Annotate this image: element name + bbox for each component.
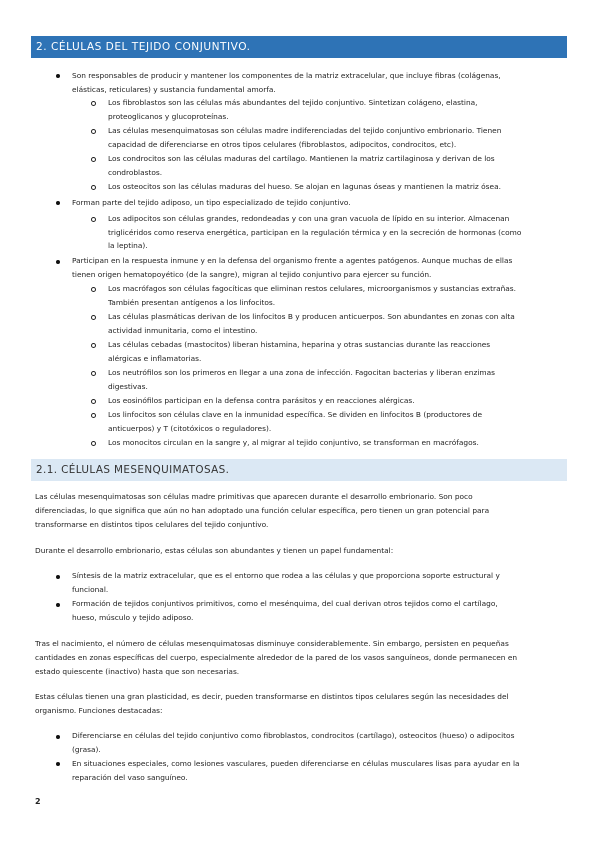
bullet-level2 [91, 101, 96, 106]
bullet-level1 [56, 201, 60, 205]
text-line: Los neutrófilos son los primeros en llegar a una zona de infección. Fagocitan bacterias y liberan enzimas [108, 368, 495, 377]
text-line: Son responsables de producir y mantener los componentes de la matriz extracelular, que incluye fibras (colágenas, [72, 71, 501, 80]
text-line: funcional. [72, 585, 109, 594]
text-line: Las células mesenquimatosas son células madre primitivas que aparecen durante el desarrollo embrionario. Son poco [35, 492, 473, 501]
text-line: alérgicas e inflamatorias. [108, 354, 202, 363]
text-line: triglicéridos como reserva energética, participan en la regulación térmica y en la secreción de hormonas (como [108, 228, 522, 237]
bullet-level2 [91, 371, 96, 376]
text-line: Estas células tienen una gran plasticidad, es decir, pueden transformarse en distintos tipos celulares según las necesidades del [35, 692, 509, 701]
text-line: En situaciones especiales, como lesiones vasculares, pueden diferenciarse en células musculares lisas para ayudar en la [72, 759, 520, 768]
text-line: Durante el desarrollo embrionario, estas células son abundantes y tienen un papel fundamental: [35, 546, 394, 555]
bullet-level2 [91, 343, 96, 348]
subsection-heading: 2.1. CÉLULAS MESENQUIMATOSAS. [31, 459, 567, 481]
text-line: organismo. Funciones destacadas: [35, 706, 163, 715]
text-line: Diferenciarse en células del tejido conjuntivo como fibroblastos, condrocitos (cartílago), osteocitos (hueso) o adipocitos [72, 731, 515, 740]
text-line: Los macrófagos son células fagocíticas que eliminan restos celulares, microorganismos y sustancias extrañas. [108, 284, 517, 293]
text-line: capacidad de diferenciarse en otros tipos celulares (fibroblastos, adipocitos, condrocitos, etc). [108, 140, 457, 149]
text-line: Los osteocitos son las células maduras del hueso. Se alojan en lagunas óseas y mantienen la matriz ósea. [108, 182, 501, 191]
text-line: Las células cebadas (mastocitos) liberan histamina, heparina y otras sustancias durante las reacciones [108, 340, 491, 349]
text-line: estado quiescente (inactivo) hasta que son necesarias. [35, 667, 240, 676]
text-line: Tras el nacimiento, el número de células mesenquimatosas disminuye considerablemente. Sin embargo, persisten en pequeñas [35, 639, 509, 648]
bullet-level2 [91, 399, 96, 404]
page-number: 2 [35, 797, 41, 806]
text-line: Participan en la respuesta inmune y en la defensa del organismo frente a agentes patógenos. Aunque muchas de ellas [72, 256, 513, 265]
text-line: Las células mesenquimatosas son células madre indiferenciadas del tejido conjuntivo embrionario. Tienen [108, 126, 502, 135]
bullet-level1 [56, 260, 60, 264]
text-line: proteoglicanos y glucoproteínas. [108, 112, 229, 121]
text-line: actividad inmunitaria, como el intestino. [108, 326, 258, 335]
bullet-level2 [91, 441, 96, 446]
text-line: Formación de tejidos conjuntivos primitivos, como el mesénquima, del cual derivan otros tejidos como el cartílago, [72, 599, 498, 608]
text-line: Los eosinófilos participan en la defensa contra parásitos y en reacciones alérgicas. [108, 396, 415, 405]
text-line: digestivas. [108, 382, 148, 391]
bullet-level2 [91, 413, 96, 418]
text-line: elásticas, reticulares) y sustancia fundamental amorfa. [72, 85, 276, 94]
bullet-level2 [91, 217, 96, 222]
text-line: Los monocitos circulan en la sangre y, al migrar al tejido conjuntivo, se transforman en macrófagos. [108, 438, 479, 447]
text-line: (grasa). [72, 745, 101, 754]
text-line: condroblastos. [108, 168, 163, 177]
text-line: Los adipocitos son células grandes, redondeadas y con una gran vacuola de lípido en su interior. Almacenan [108, 214, 510, 223]
text-line: Los fibroblastos son las células más abundantes del tejido conjuntivo. Sintetizan colágeno, elastina, [108, 98, 478, 107]
bullet-level2 [91, 129, 96, 134]
section-heading: 2. CÉLULAS DEL TEJIDO CONJUNTIVO. [31, 36, 567, 58]
text-line: Las células plasmáticas derivan de los linfocitos B y producen anticuerpos. Son abundantes en zonas con alta [108, 312, 515, 321]
bullet-level1 [56, 762, 60, 766]
bullet-level2 [91, 287, 96, 292]
bullet-level1 [56, 735, 60, 739]
text-line: tienen origen hematopoyético (de la sangre), migran al tejido conjuntivo para ejercer su función. [72, 270, 432, 279]
text-line: Los linfocitos son células clave en la inmunidad específica. Se dividen en linfocitos B (productores de [108, 410, 483, 419]
bullet-level2 [91, 315, 96, 320]
text-line: Los condrocitos son las células maduras del cartílago. Mantienen la matriz cartilaginosa y derivan de los [108, 154, 495, 163]
text-line: Forman parte del tejido adiposo, un tipo especializado de tejido conjuntivo. [72, 198, 351, 207]
text-line: la leptina). [108, 241, 148, 250]
text-line: anticuerpos) y T (citotóxicos o reguladores). [108, 424, 272, 433]
text-line: diferenciadas, lo que significa que aún no han adoptado una función celular específica, pero tienen un gran potencial para [35, 506, 490, 515]
bullet-level2 [91, 157, 96, 162]
text-line: hueso, músculo y tejido adiposo. [72, 613, 194, 622]
text-line: reparación del vaso sanguíneo. [72, 773, 188, 782]
bullet-level1 [56, 603, 60, 607]
text-line: cantidades en zonas específicas del cuerpo, especialmente alrededor de la pared de los vasos sanguíneos, donde permanecen en [35, 653, 518, 662]
text-line: transformarse en distintos tipos celulares del tejido conjuntivo. [35, 520, 269, 529]
text-line: También presentan antígenos a los linfocitos. [108, 298, 276, 307]
bullet-level1 [56, 575, 60, 579]
bullet-level1 [56, 74, 60, 78]
text-line: Síntesis de la matriz extracelular, que es el entorno que rodea a las células y que proporciona soporte estructural y [72, 571, 500, 580]
bullet-level2 [91, 185, 96, 190]
